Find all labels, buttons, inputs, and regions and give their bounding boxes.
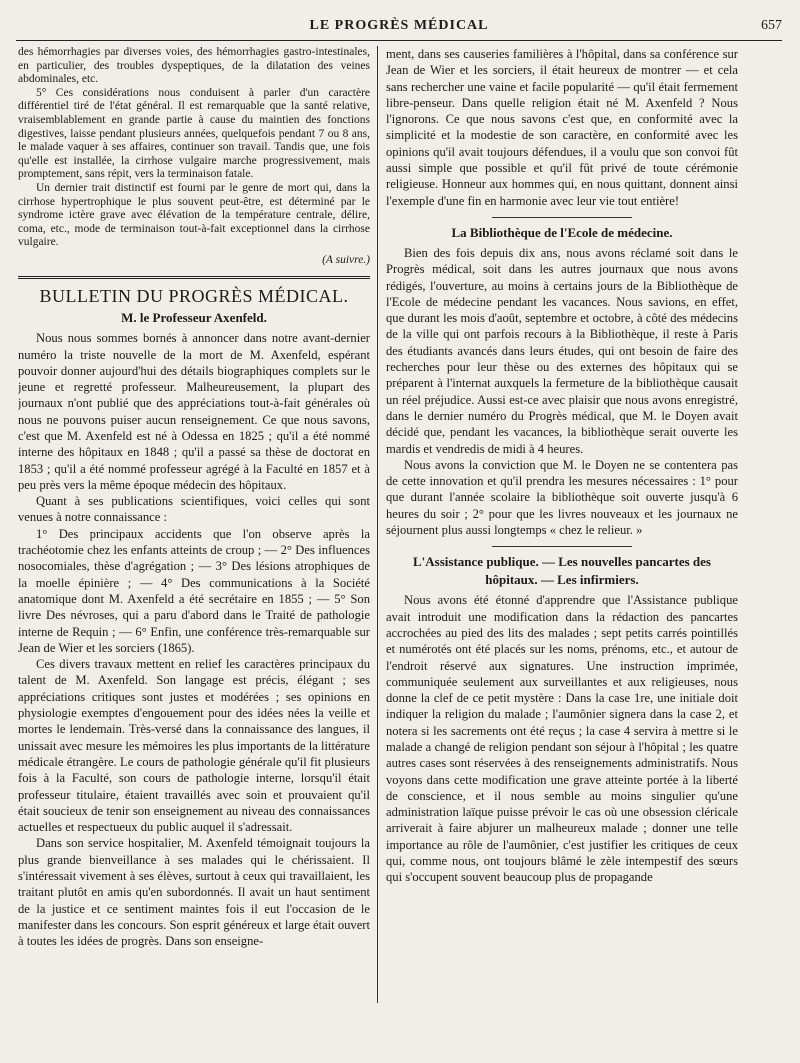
article-paragraph: Bien des fois depuis dix ans, nous avons réclamé soit dans le Progrès médical, soit dans les autres journaux que nous avons rédigés, l'ouverture, au moins à certains jours de la Bibliothèque de l'Ecole de médecine pendant les vacances. Nous savions, en effet, que durant les mois d'août, septembre et octobre, à côté des médecins de la ville qui ont parfois recours à la Bibliothèque, il reste à Paris des étudiants avancés dans leurs études, qui ont besoin de faire des recherches pour leur thèse ou des externes des hôpitaux qui se préparent à l'internat auxquels la fermeture de la bibliothèque causait un réel préjudice. Aussi est-ce avec plaisir que nous avons enregistré, dans le dernier numéro du Progrès médical, que M. le Doyen avait décidé que, pendant les vacances, la bibliothèque serait ouverte les mardis et vendredis de midi à 4 heures. <box>386 245 738 456</box>
section-divider <box>492 546 632 547</box>
article-title-bibliotheque: La Bibliothèque de l'Ecole de médecine. <box>451 224 673 240</box>
publication-list: 1° Des principaux accidents que l'on observe après la trachéotomie chez les enfants atteints de croup ; — 2° Des influences nosocomiales, thèse d'agrégation ; — 3° Des lésions atrophiques de la moelle épinière ; — 4° Des communications à la Société anatomique dont M. Axenfeld a été secrétaire en 1855 ; — 5° Son livre Des névroses, qui a paru d'abord dans le Traité de pathologie interne de Requin ; — 6° Enfin, une conférence très-remarquable sur Jean de Wier et les sorciers (1865). <box>18 526 370 655</box>
article-title-axenfeld: M. le Professeur Axenfeld. <box>121 310 267 326</box>
left-column <box>18 46 370 1053</box>
continuation-paragraph: 5° Ces considérations nous conduisent à parler d'un caractère différentiel tiré de l'état général. Il est remarquable que la santé relative, vraisemblablement en grande partie à cause du maintien des fonctions digestives, laisse pendant plusieurs années, quelquefois pendant 7 ou 8 ans, le malade vaquer à ses affaires, continuer son travail. Tandis que, une fois qu'elle est installée, la cirrhose vulgaire marche progressivement, mais promptement, sans répit, vers la terminaison fatale. <box>18 86 370 181</box>
page-header <box>16 14 782 41</box>
article-paragraph: Nous nous sommes bornés à annoncer dans notre avant-dernier numéro la triste nouvelle de la mort de M. Axenfeld, espérant pouvoir donner aujourd'hui des détails biographiques complets sur le jeune et regretté professeur. Malheureusement, la plupart des journaux n'ont publié que des appréciations tout-à-fait générales où nous ne pouvons puiser aucun renseignement. Ce que nous savons, c'est que M. Axenfeld est né à Odessa en 1825 ; qu'il a été nommé interne des hôpitaux en 1848 ; qu'il a passé sa thèse de doctorat en 1853 ; qu'il a été nommé professeur agrégé à la Faculté en 1857 et à peu près vers la même époque médecin des hôpitaux. <box>18 331 370 492</box>
article-paragraph: Dans son service hospitalier, M. Axenfeld témoignait toujours la plus grande bienveillance à ses malades qui le chérissaient. Il s'intéressait vivement à ses élèves, surtout à ceux qui travaillaient, les traitant plutôt en amis qu'en subordonnés. Il avait un haut sentiment de la justice et ce sentiment maintes fois il eut l'occasion de le manifester dans les concours. Son esprit généreux et large était ouvert à toutes les idées de progrès. Dans son enseigne- <box>18 836 370 949</box>
column-divider <box>377 46 378 1003</box>
page-number: 657 <box>761 18 782 33</box>
continuation-paragraph: Un dernier trait distinctif est fourni par le genre de mort qui, dans la cirrhose hypertrophique le plus souvent peut-être, est déterminé par le syndrome ictère grave avec élévation de la température centrale, délire, coma, etc., mode de terminaison tout-à-fait exceptionnel dans la cirrhose vulgaire. <box>18 181 370 249</box>
article-paragraph: Ces divers travaux mettent en relief les caractères principaux du talent de M. Axenfeld. Son langage est précis, élégant ; ses appréciations critiques sont justes et modérées ; ses opinions en physiologie exemptes d'engouement pour des idées nées la veille et mortes le lendemain. Très-versé dans la connaissance des langues, il unissait avec mesure les mémoires les plus importants de la littérature médicale étrangère. Le cours de pathologie générale qu'il fit plusieurs fois à la Faculté, son cours de pathologie interne, lorsqu'il était professeur titulaire, étaient travaillés avec soin et prouvaient qu'il était soucieux de tenir son enseignement au niveau des connaissances actuelles et respectueux du public auquel il s'adressait. <box>18 657 370 835</box>
article-continuation <box>18 46 370 268</box>
section-divider <box>492 217 632 218</box>
article-continuation: ment, dans ses causeries familières à l'hôpital, dans sa conférence sur Jean de Wier et les sorciers, il était heureux de montrer — et cela sans rechercher une vaine et facile popularité — qu'il était fermement libre-penseur. Dans quelle religion était né M. Axenfeld ? Nous l'ignorons. Ce que nous savons c'est que, en conformité avec la simplicité et la modestie de son caractère, en conformité avec les opinions qu'il avait toujours défendues, il a voulu que son convoi fût aussi simple que possible et qu'il fût privé de toute cérémonie religieuse. Honneur aux hommes qui, en nous quittant, donnent ainsi l'exemple d'une fin en harmonie avec leur vie tout entière! <box>386 47 738 208</box>
journal-title: LE PROGRÈS MÉDICAL <box>309 18 489 33</box>
article-paragraph: Nous avons été étonné d'apprendre que l'Assistance publique avait introduit une modification dans la rédaction des pancartes accrochées au pied des lits des malades ; sept petits carrés pointillés et numérotés ont été placés sur les noms, prénoms, etc., et autour de l'endroit réservé aux signatures. Une instruction imprimée, communiquée seulement aux surveillantes et aux religieuses, nous donne la clef de ce petit mystère : Dans la case 1re, une initiale doit indiquer la religion du malade ; l'aumônier signera dans la case 2, et notera si les sacrements ont été reçus ; la case 4 servira à mettre si le malade a changé de religion pendant son séjour à l'hôpital ; les quatre autres cases sont réservées à des renseignements administratifs. Nous voyons dans cette modification une grave atteinte portée à la liberté de conscience, et il nous semble au moins singulier qu'une administration laïque puisse prévoir le cas où une obsession cléricale arriverait à faire abjurer un malheureux malade ; donner une telle importance au rôle de l'aumônier, c'est justifier les critiques de ceux qui, comme nous, ont toujours blâmé le zèle intempestif des sœurs qui s'occupent souvent beaucoup plus de propagande <box>386 593 738 885</box>
to-be-continued: (A suivre.) <box>322 253 370 266</box>
article-paragraph: Nous avons la conviction que M. le Doyen ne se contentera pas de cette innovation et qu'il prendra les mesures nécessaires : 1° pour que durant l'année scolaire la bibliothèque soit ouverte jusqu'à 6 heures du soir ; 2° pour que les livres nouveaux et les journaux ne séjournent plus aussi longtemps « chez le relieur. » <box>386 457 738 538</box>
right-column <box>386 46 738 1053</box>
article-title-assistance: L'Assistance publique. — Les nouvelles pancartes des hôpitaux. — Les infirmiers. <box>413 554 711 588</box>
bulletin-heading: BULLETIN DU PROGRÈS MÉDICAL. <box>39 286 349 307</box>
section-divider <box>18 276 370 279</box>
continuation-paragraph: des hémorrhagies par diverses voies, des hémorrhagies gastro-intestinales, en particulier, des troubles dyspeptiques, de la dilatation des veines abdominales, etc. <box>18 46 370 86</box>
article-paragraph: Quant à ses publications scientifiques, voici celles qui sont venues à notre connaissance : <box>18 494 370 525</box>
